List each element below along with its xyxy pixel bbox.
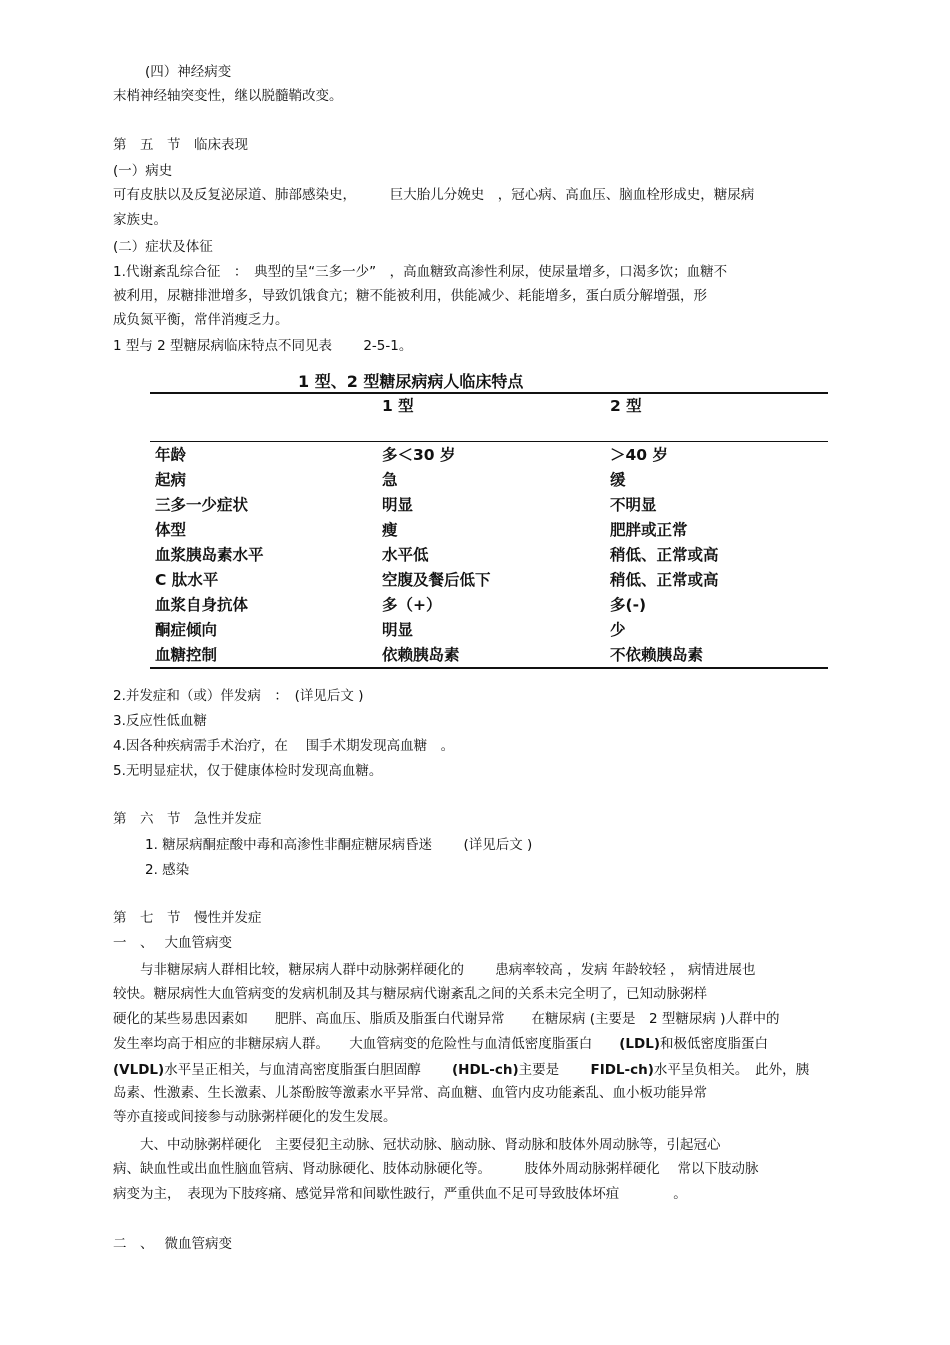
table-cell: 急 xyxy=(382,471,398,489)
history-text-line2: 家族史。 xyxy=(113,212,167,228)
macro-text: 发生率均高于相应的非糖尿病人群。 大血管病变的危险性与血清低密度脂蛋白 xyxy=(113,1036,620,1052)
acute-complication-2: 2. 感染 xyxy=(145,862,190,878)
vldl-term: (VLDL) xyxy=(113,1062,165,1078)
chapter-7-title: 第 七 节 慢性并发症 xyxy=(113,910,262,926)
table-cell: 血糖控制 xyxy=(155,646,218,664)
macro-paragraph-line: 与非糖尿病人群相比较，糖尿病人群中动脉粥样硬化的 患病率较高 ，发病 年龄较轻 ， 病情进展也 xyxy=(113,962,756,978)
macro-paragraph-line xyxy=(113,1061,809,1079)
symptom-3: 3.反应性低血糖 xyxy=(113,713,207,729)
macro-paragraph2-line: 病变为主， 表现为下肢疼痛、感觉异常和间歇性跛行，严重供血不足可导致肢体坏疽 。 xyxy=(113,1186,687,1202)
macro-text: 和极低密度脂蛋白 xyxy=(660,1036,769,1052)
table-cell: 不明显 xyxy=(610,496,657,514)
table-cell: 血浆胰岛素水平 xyxy=(155,546,264,564)
table-cell: 多（+） xyxy=(382,596,442,614)
table-cell: 明显 xyxy=(382,496,414,514)
table-cell: ＞40 岁 xyxy=(610,446,668,464)
table-cell: 三多一少症状 xyxy=(155,496,249,514)
history-heading: (一）病史 xyxy=(113,163,173,179)
macro-paragraph2-line: 大、中动脉粥样硬化 主要侵犯主动脉、冠状动脉、脑动脉、肾动脉和肢体外周动脉等，引起冠心 xyxy=(113,1137,721,1153)
macro-paragraph-line: 等亦直接或间接参与动脉粥样硬化的发生发展。 xyxy=(113,1109,397,1125)
table-cell: 年龄 xyxy=(155,446,187,464)
table-cell: 血浆自身抗体 xyxy=(155,596,249,614)
neuropathy-text: 末梢神经轴突变性，继以脱髓鞘改变。 xyxy=(113,88,343,104)
table-top-rule xyxy=(150,392,828,394)
microvascular-heading: 二 、 微血管病变 xyxy=(113,1236,233,1252)
fidl-term: FIDL-ch) xyxy=(590,1062,654,1078)
table-cell: 依赖胰岛素 xyxy=(382,646,460,664)
table-cell: C 肽水平 xyxy=(155,571,219,589)
table-cell: 明显 xyxy=(382,621,414,639)
table-cell: 少 xyxy=(610,621,626,639)
macro-text: 水平呈负相关。 此外，胰 xyxy=(653,1062,810,1078)
table-cell: 肥胖或正常 xyxy=(610,521,688,539)
table-cell: 稍低、正常或高 xyxy=(610,546,719,564)
section-neuropathy-heading: (四）神经病变 xyxy=(145,64,232,80)
hdl-term: (HDL-ch) xyxy=(452,1062,519,1078)
symptom-2: 2.并发症和（或）伴发病 ： (详见后文 ) xyxy=(113,688,364,704)
macrovascular-heading: 一 、 大血管病变 xyxy=(113,935,233,951)
table-cell: 多(-) xyxy=(610,596,647,614)
symptom-1-line1: 1.代谢紊乱综合征 ： 典型的呈“三多一少” ，高血糖致高渗性利尿，使尿量增多，口渴多饮；血糖不 xyxy=(113,264,728,280)
macro-paragraph-line: 较快。糖尿病性大血管病变的发病机制及其与糖尿病代谢紊乱之间的关系未完全明了，已知动脉粥样 xyxy=(113,986,707,1002)
chapter-5-title: 第 五 节 临床表现 xyxy=(113,137,248,153)
macro-paragraph-line: 硬化的某些易患因素如 肥胖、高血压、脂质及脂蛋白代谢异常 在糖尿病 (主要是 2 型糖尿病 )人群中的 xyxy=(113,1011,780,1027)
table-header-type2: 2 型 xyxy=(610,397,642,415)
table-cell: 瘦 xyxy=(382,521,398,539)
macro-text: 水平呈正相关，与血清高密度脂蛋白胆固醇 xyxy=(164,1062,421,1078)
table-cell: 水平低 xyxy=(382,546,429,564)
table-reference: 1 型与 2 型糖尿病临床特点不同见表 2-5-1。 xyxy=(113,338,413,354)
table-cell: 空腹及餐后低下 xyxy=(382,571,491,589)
symptom-5: 5.无明显症状，仅于健康体检时发现高血糖。 xyxy=(113,763,383,779)
symptom-4: 4.因各种疾病需手术治疗，在 围手术期发现高血糖 。 xyxy=(113,738,455,754)
table-bottom-rule xyxy=(150,667,828,669)
table-header-rule xyxy=(150,441,828,442)
acute-complication-1: 1. 糖尿病酮症酸中毒和高渗性非酮症糖尿病昏迷 (详见后文 ) xyxy=(145,837,533,853)
table-cell: 体型 xyxy=(155,521,187,539)
ldl-term: (LDL) xyxy=(619,1036,661,1052)
macro-paragraph-line xyxy=(113,1035,768,1053)
chapter-6-title: 第 六 节 急性并发症 xyxy=(113,811,262,827)
table-cell: 不依赖胰岛素 xyxy=(610,646,704,664)
symptom-1-line3: 成负氮平衡，常伴消瘦乏力。 xyxy=(113,312,289,328)
table-title: 1 型、2 型糖尿病病人临床特点 xyxy=(298,372,524,391)
symptom-1-line2: 被利用，尿糖排泄增多，导致饥饿食亢；糖不能被利用，供能减少、耗能增多，蛋白质分解增强，形 xyxy=(113,288,707,304)
macro-paragraph-line: 岛素、性激素、生长激素、儿茶酚胺等激素水平异常、高血糖、血管内皮功能紊乱、血小板功能异常 xyxy=(113,1085,707,1101)
table-cell: 稍低、正常或高 xyxy=(610,571,719,589)
history-text-line1: 可有皮肤以及反复泌尿道、肺部感染史， 巨大胎儿分娩史 ，冠心病、高血压、脑血栓形成史，糖尿病 xyxy=(113,187,755,203)
table-cell: 缓 xyxy=(610,471,626,489)
table-cell: 酮症倾向 xyxy=(155,621,218,639)
table-header-type1: 1 型 xyxy=(382,397,414,415)
table-cell: 多＜30 岁 xyxy=(382,446,456,464)
symptoms-heading: (二）症状及体征 xyxy=(113,239,213,255)
macro-text: 主要是 xyxy=(518,1062,560,1078)
macro-paragraph2-line: 病、缺血性或出血性脑血管病、肾动脉硬化、肢体动脉硬化等。 肢体外周动脉粥样硬化 常以下肢动脉 xyxy=(113,1161,759,1177)
table-cell: 起病 xyxy=(155,471,187,489)
